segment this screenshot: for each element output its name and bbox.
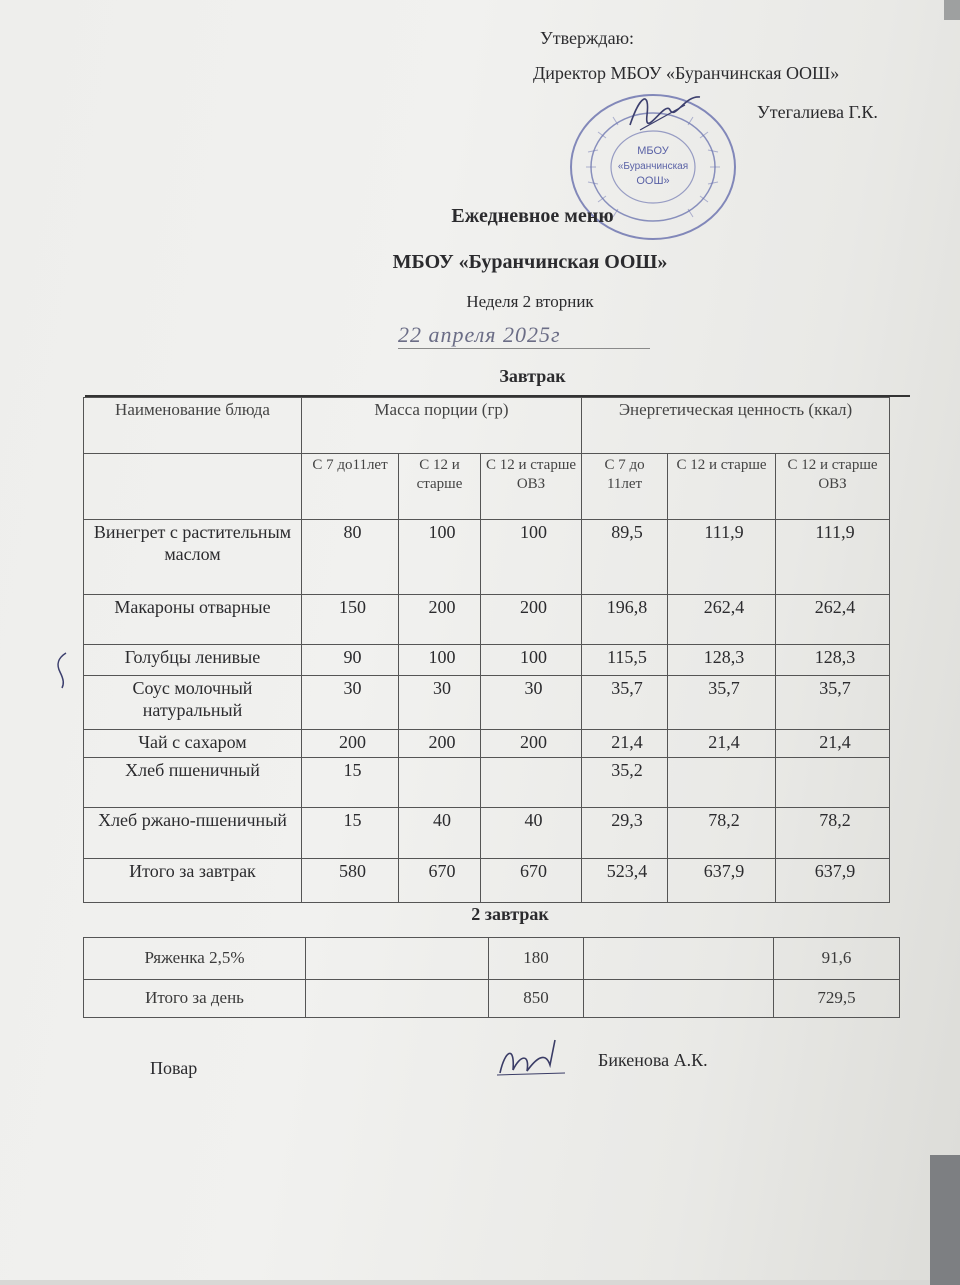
director-name: Утегалиева Г.К. [757,102,878,122]
cook-label: Повар [150,1058,198,1078]
dish-name: Винегрет с растительным маслом [84,520,302,595]
cell-value: 89,5 [582,520,668,595]
table-row [84,520,890,595]
cell-value: 637,9 [668,859,776,903]
cell-value [776,758,890,808]
background-edge [930,1155,960,1285]
cell-value: 100 [481,520,582,595]
dish-name: Чай с сахаром [84,730,302,758]
cell-value: 670 [481,859,582,903]
dish-name: Соус молочный натуральный [84,676,302,730]
cook-signature [495,1035,570,1085]
cell-empty [584,980,774,1018]
cell-value: 29,3 [582,808,668,859]
table-row [84,645,890,676]
cell-value: 180 [489,938,584,980]
date-underline [398,348,650,349]
cell-value: 21,4 [668,730,776,758]
cell-empty [306,938,489,980]
cell-value: 128,3 [776,645,890,676]
cell-value: 111,9 [668,520,776,595]
margin-mark [52,650,70,690]
cell-value: 200 [481,595,582,645]
cell-value: 637,9 [776,859,890,903]
subheader-mass-12: С 12 и старше [399,454,481,520]
cell-value [481,758,582,808]
dish-name: Ряженка 2,5% [84,938,306,980]
cell-empty [584,938,774,980]
table-row [84,938,900,980]
subheader-empty [84,454,302,520]
dish-name: Хлеб ржано-пшеничный [84,808,302,859]
second-breakfast-heading: 2 завтрак [471,904,549,924]
stamp-line-3: ООШ» [636,175,670,187]
school-title: МБОУ «Буранчинская ООШ» [392,251,668,273]
cell-value: 150 [302,595,399,645]
cell-value: 35,7 [582,676,668,730]
cell-empty [306,980,489,1018]
background-edge-top [944,0,960,20]
header-energy-value: Энергетическая ценность (ккал) [582,398,890,454]
cell-value: 196,8 [582,595,668,645]
dish-name: Хлеб пшеничный [84,758,302,808]
stamp-line-2: «Буранчинская [617,161,689,172]
cell-value: 200 [481,730,582,758]
cell-value: 78,2 [776,808,890,859]
cell-value: 15 [302,808,399,859]
cell-value: 80 [302,520,399,595]
cell-value: 15 [302,758,399,808]
cell-value: 40 [481,808,582,859]
second-breakfast-table [83,937,900,1018]
cell-value: 729,5 [774,980,900,1018]
table-row [84,595,890,645]
header-dish-name: Наименование блюда [84,398,302,454]
cell-value: 128,3 [668,645,776,676]
subheader-energy-7-11: С 7 до 11лет [582,454,668,520]
director-signature [625,85,705,145]
cell-value: 100 [399,520,481,595]
cell-value: 30 [399,676,481,730]
cell-value: 40 [399,808,481,859]
cell-value: 580 [302,859,399,903]
cell-value: 35,7 [776,676,890,730]
week-label: Неделя 2 вторник [466,292,594,311]
cell-value: 200 [399,730,481,758]
menu-title: Ежедневное меню [451,205,614,227]
cell-value: 850 [489,980,584,1018]
dish-name: Макароны отварные [84,595,302,645]
table-row-total [84,859,890,903]
cell-value: 21,4 [776,730,890,758]
cell-value [668,758,776,808]
director-title: Директор МБОУ «Буранчинская ООШ» [533,63,840,83]
cell-value: 35,7 [668,676,776,730]
header-portion-mass: Масса порции (гр) [302,398,582,454]
table-row [84,758,890,808]
subheader-mass-12-ovz: С 12 и старше ОВЗ [481,454,582,520]
breakfast-table [83,397,890,903]
handwritten-date: 22 апреля 2025г [398,322,561,347]
table-row-total [84,980,900,1018]
subheader-mass-7-11: С 7 до11лет [302,454,399,520]
dish-name: Итого за завтрак [84,859,302,903]
cell-value: 200 [399,595,481,645]
table-row [84,730,890,758]
breakfast-heading: Завтрак [499,366,566,386]
approve-label: Утверждаю: [540,28,635,48]
cook-name: Бикенова А.К. [598,1050,708,1070]
cell-value: 200 [302,730,399,758]
cell-value: 262,4 [776,595,890,645]
cell-value: 91,6 [774,938,900,980]
cell-value: 30 [481,676,582,730]
subheader-energy-12: С 12 и старше [668,454,776,520]
cell-value: 78,2 [668,808,776,859]
cell-value: 100 [481,645,582,676]
cell-value: 30 [302,676,399,730]
cell-value: 523,4 [582,859,668,903]
cell-value: 35,2 [582,758,668,808]
stamp-line-1: МБОУ [637,145,669,157]
cell-value: 21,4 [582,730,668,758]
cell-value: 111,9 [776,520,890,595]
dish-name: Итого за день [84,980,306,1018]
subheader-energy-12-ovz: С 12 и старше ОВЗ [776,454,890,520]
cell-value: 90 [302,645,399,676]
dish-name: Голубцы ленивые [84,645,302,676]
cell-value [399,758,481,808]
cell-value: 100 [399,645,481,676]
cell-value: 670 [399,859,481,903]
cell-value: 115,5 [582,645,668,676]
cell-value: 262,4 [668,595,776,645]
table-row [84,808,890,859]
table-row [84,676,890,730]
